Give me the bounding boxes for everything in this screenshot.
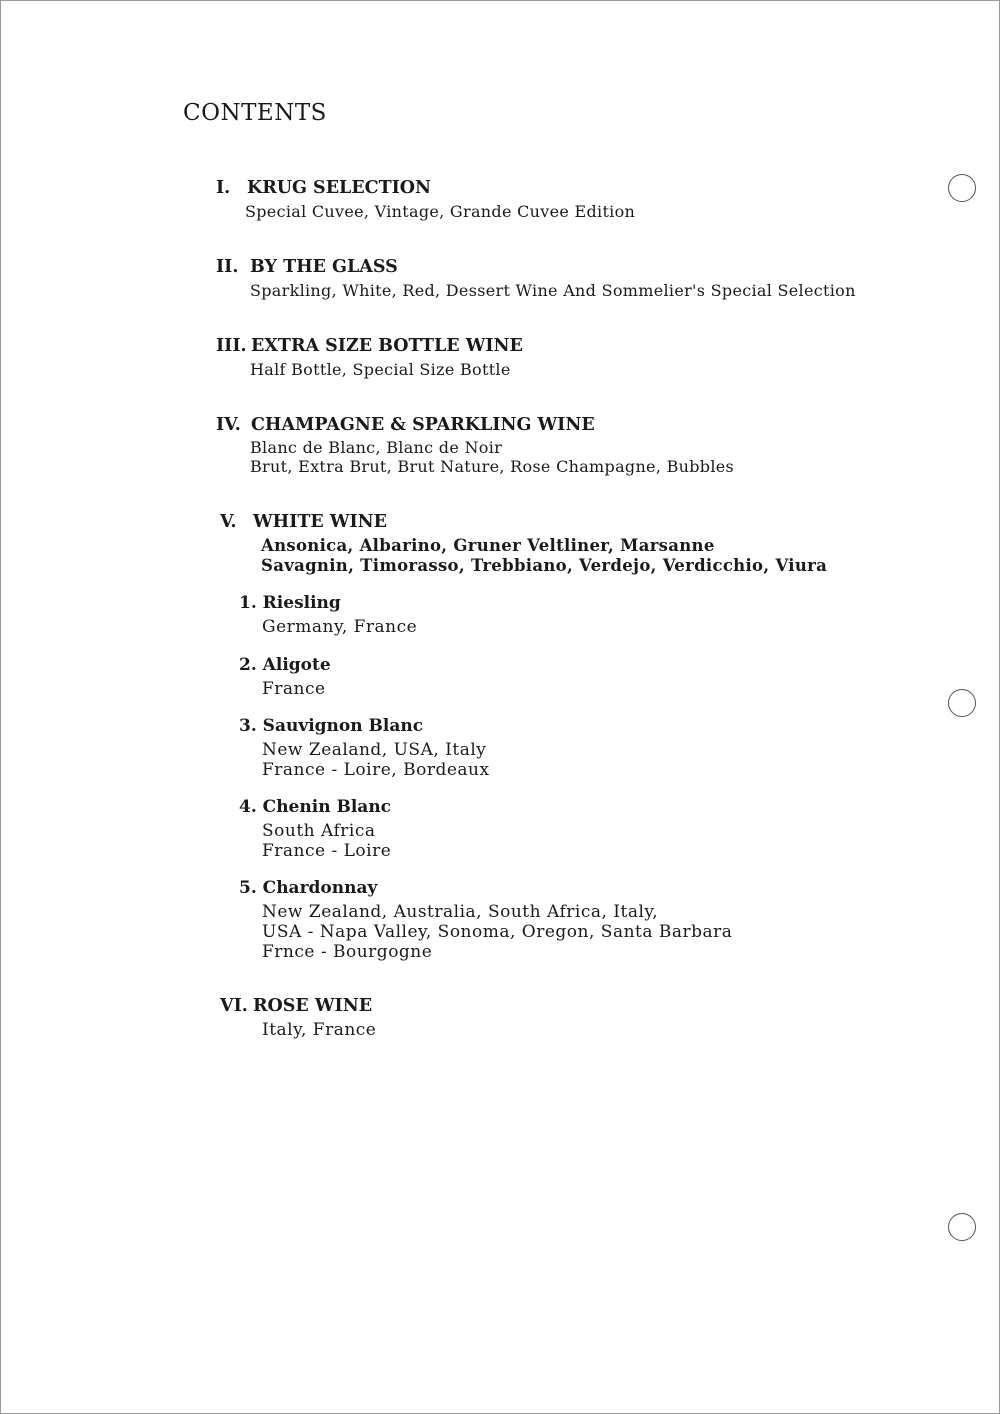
item-description: New Zealand, USA, Italy (262, 740, 487, 760)
item-heading (239, 715, 490, 737)
section-heading (220, 995, 376, 1017)
section-heading (216, 256, 856, 278)
item-description: France - Loire (262, 841, 392, 861)
section-number: VI. (220, 996, 248, 1016)
binder-hole (948, 174, 976, 202)
section-description: Italy, France (262, 1020, 377, 1040)
binder-hole (948, 689, 976, 717)
item-label: Riesling (262, 593, 341, 613)
section-number: V. (220, 512, 237, 532)
white-wine-item-chenin-blanc (239, 796, 391, 861)
section-white-wine (220, 511, 827, 576)
item-heading (239, 796, 391, 818)
section-description: Half Bottle, Special Size Bottle (250, 360, 511, 379)
section-heading (220, 511, 827, 533)
item-number: 3. (239, 716, 257, 736)
section-label: ROSE WINE (253, 996, 373, 1016)
section-heading (216, 414, 734, 436)
section-label: CHAMPAGNE & SPARKLING WINE (251, 415, 595, 435)
section-label: BY THE GLASS (250, 257, 398, 277)
section-description: Savagnin, Timorasso, Trebbiano, Verdejo, Verdicchio, Viura (261, 556, 828, 575)
item-number: 4. (239, 797, 257, 817)
item-description: Frnce - Bourgogne (262, 942, 433, 962)
white-wine-item-aligote (239, 654, 331, 699)
section-description: Brut, Extra Brut, Brut Nature, Rose Champagne, Bubbles (250, 457, 735, 476)
section-label: WHITE WINE (253, 512, 388, 532)
item-description: France (262, 679, 326, 699)
white-wine-item-riesling (239, 592, 417, 637)
section-label: EXTRA SIZE BOTTLE WINE (251, 336, 523, 356)
item-heading (239, 654, 331, 676)
item-heading (239, 877, 732, 899)
section-description: Special Cuvee, Vintage, Grande Cuvee Edition (245, 202, 636, 221)
section-number: III. (216, 336, 247, 356)
item-number: 5. (239, 878, 257, 898)
item-label: Sauvignon Blanc (262, 716, 424, 736)
section-extra-size-bottle-wine (216, 335, 523, 380)
section-number: IV. (216, 415, 241, 435)
item-description: Germany, France (262, 617, 418, 637)
item-number: 2. (239, 655, 257, 675)
white-wine-item-sauvignon-blanc (239, 715, 490, 780)
item-description: France - Loire, Bordeaux (262, 760, 490, 780)
item-label: Aligote (262, 655, 331, 675)
section-heading (216, 335, 523, 357)
section-description: Ansonica, Albarino, Gruner Veltliner, Marsanne (261, 536, 715, 555)
item-label: Chardonnay (262, 878, 378, 898)
section-description: Sparkling, White, Red, Dessert Wine And Sommelier's Special Selection (250, 281, 856, 300)
binder-hole (948, 1213, 976, 1241)
section-description: Blanc de Blanc, Blanc de Noir (250, 438, 503, 457)
section-label: KRUG SELECTION (247, 178, 432, 198)
item-heading (239, 592, 417, 614)
section-by-the-glass (216, 256, 856, 301)
item-number: 1. (239, 593, 257, 613)
section-krug-selection (216, 177, 635, 222)
item-description: New Zealand, Australia, South Africa, Italy, (262, 902, 659, 922)
section-heading (216, 177, 635, 199)
page-title: CONTENTS (183, 100, 327, 126)
item-description: USA - Napa Valley, Sonoma, Oregon, Santa Barbara (262, 922, 733, 942)
section-number: I. (216, 178, 231, 198)
section-number: II. (216, 257, 239, 277)
section-rose-wine (220, 995, 376, 1040)
section-champagne-sparkling-wine (216, 414, 734, 477)
item-label: Chenin Blanc (262, 797, 392, 817)
item-description: South Africa (262, 821, 376, 841)
white-wine-item-chardonnay (239, 877, 732, 962)
